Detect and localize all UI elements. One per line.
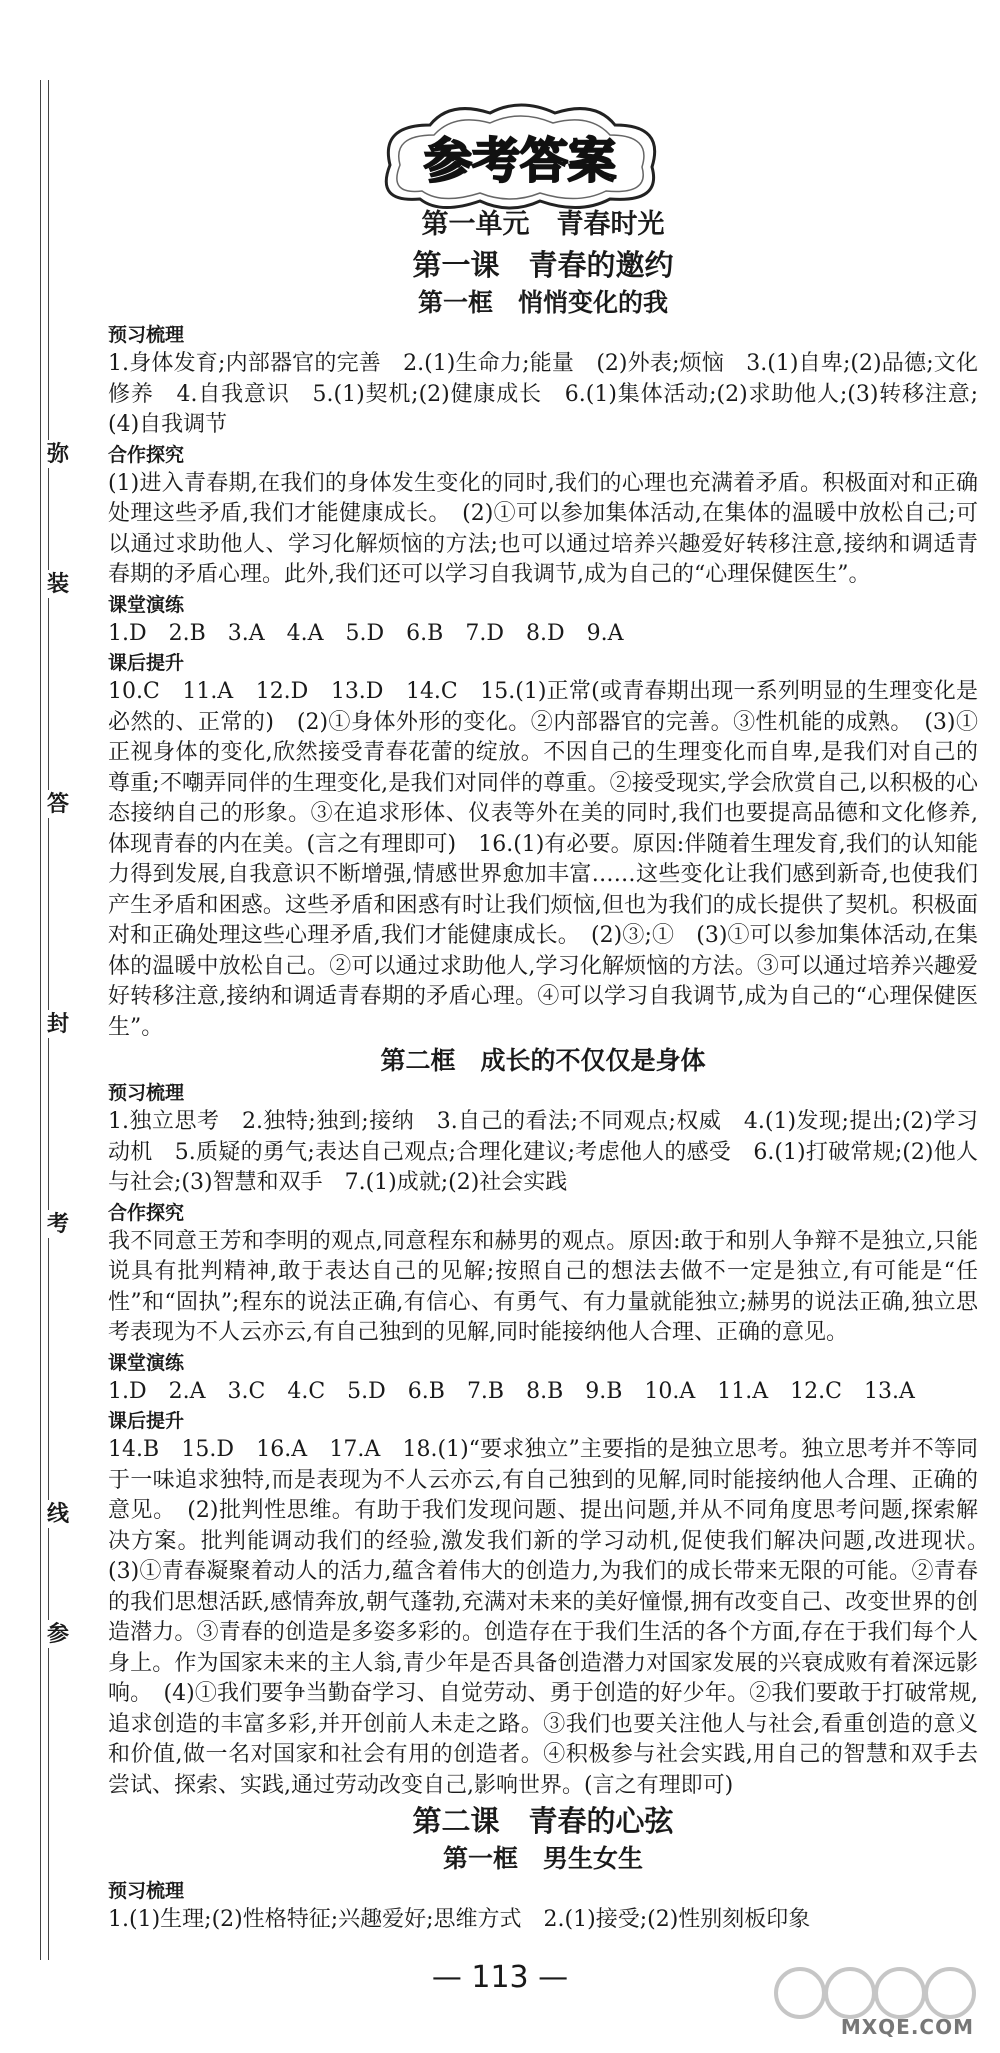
page-title-badge	[370, 95, 670, 215]
section-label: 合作探究	[108, 1201, 185, 1224]
margin-label: 弥	[44, 440, 72, 468]
margin-label: 装	[44, 570, 72, 598]
answer-paragraph: 10.C 11.A 12.D 13.D 14.C 15.(1)正常(或青春期出现一系列明显的生理变化是必然的、正常的) (2)①身体外形的变化。②内部器官的完善。③性机能的成熟。 (3)①正视身体的变化,欣然接受青春花蕾的绽放。不因自己的生理变化而自卑,是我们对自己的尊重;不嘲弄同伴的生理变化,是我们对同伴的尊重。②接受现实,学会欣赏自己,以积极的心态接纳自己的形象。③在追求形体、仪表等外在美的同时,我们也要提高品德和文化修养,体现青春的内在美。(言之有理即可) 16.(1)有必要。原因:伴随着生理发育,我们的认知能力得到发展,自我意识不断增强,情感世界愈加丰富……这些变化让我们感到新奇,也使我们产生矛盾和困惑。这些矛盾和困惑有时让我们烦恼,但也为我们的成长提供了契机。积极面对和正确处理这些心理矛盾,我们才能健康成长。 (2)③;① (3)①可以参加集体活动,在集体的温暖中放松自己。②可以通过求助他人,学习化解烦恼的方法。③可以通过培养兴趣爱好转移注意,接纳和调适青春期的矛盾心理。④可以学习自我调节,成为自己的“心理保健医生”。	[108, 679, 978, 1040]
margin-label: 线	[44, 1500, 72, 1528]
answer-paragraph: 14.B 15.D 16.A 17.A 18.(1)“要求独立”主要指的是独立思考。独立思考并不等同于一味追求独特,而是表现为不人云亦云,有自己独到的见解,同时能接纳他人合理、正确的意见。 (2)批判性思维。有助于我们发现问题、提出问题,并从不同角度思考问题,探索解决方案。批判能调动我们的经验,激发我们新的学习动机,促使我们解决问题,改进现状。 (3)①青春凝聚着动人的活力,蕴含着伟大的创造力,为我们的成长带来无限的可能。②青春的我们思想活跃,感情奔放,朝气蓬勃,充满对未来的美好憧憬,拥有改变自己、改变世界的创造潜力。③青春的创造是多姿多彩的。创造存在于我们生活的各个方面,存在于我们每个人身上。作为国家未来的主人翁,青少年是否具备创造潜力对国家发展的兴衰成败有着深远影响。 (4)①我们要争当勤奋学习、自觉劳动、勇于创造的好少年。②我们要敢于打破常规,追求创造的丰富多彩,并开创前人未走之路。③我们也要关注他人与社会,看重创造的意义和价值,做一名对国家和社会有用的创造者。④积极参与社会实践,用自己的智慧和双手去尝试、探索、实践,通过劳动改变自己,影响世界。(言之有理即可)	[108, 1437, 1000, 1798]
answer-paragraph: 1.独立思考 2.独特;独到;接纳 3.自己的看法;不同观点;权威 4.(1)发现;提出;(2)学习动机 5.质疑的勇气;表达自己观点;合理化建议;考虑他人的感受 6.(1)打破常规;(2)他人与社会;(3)智慧和双手 7.(1)成就;(2)社会实践	[108, 1109, 978, 1195]
watermark-text: MXQE.COM	[840, 2015, 974, 2039]
answer-paragraph: 1.D 2.B 3.A 4.A 5.D 6.B 7.D 8.D 9.A	[108, 620, 624, 646]
section-label: 预习梳理	[108, 1880, 185, 1902]
margin-label: 参	[44, 1620, 72, 1648]
answer-paragraph: 1.身体发育;内部器官的完善 2.(1)生命力;能量 (2)外表;烦恼 3.(1)自卑;(2)品德;文化修养 4.自我意识 5.(1)契机;(2)健康成长 6.(1)集体活动;(2)求助他人;(3)转移注意;(4)自我调节	[108, 351, 978, 437]
answer-content	[108, 205, 1000, 1936]
binding-margin	[38, 80, 78, 1960]
frame-heading: 第二框 成长的不仅仅是身体	[380, 1046, 706, 1075]
section-label: 预习梳理	[108, 1082, 185, 1104]
answer-paragraph: 我不同意王芳和李明的观点,同意程东和赫男的观点。原因:敢于和别人争辩不是独立,只能说具有批判精神,敢于表达自己的见解;按照自己的想法去做不一定是独立,有可能是“任性”和“固执”;程东的说法正确,有信心、有勇气、有力量就能独立;赫男的说法正确,独立思考表现为不人云亦云,有自己独到的见解,同时能接纳他人合理、正确的意见。	[108, 1228, 978, 1345]
answer-paragraph: 1.D 2.A 3.C 4.C 5.D 6.B 7.B 8.B 9.B 10.A 11.A 12.C 13.A	[108, 1378, 915, 1404]
section-label: 课后提升	[108, 1410, 185, 1432]
frame-heading: 第一框 悄悄变化的我	[417, 288, 668, 317]
frame-heading: 第一框 男生女生	[442, 1844, 643, 1873]
unit-heading: 第一单元 青春时光	[421, 209, 665, 240]
lesson-heading: 第二课 青春的心弦	[412, 1804, 674, 1838]
page-title: 参考答案	[423, 133, 617, 189]
margin-label: 封	[44, 1010, 72, 1038]
section-label: 课后提升	[108, 652, 185, 674]
margin-label: 考	[44, 1210, 72, 1238]
margin-line	[40, 80, 41, 1960]
answer-paragraph: 1.(1)生理;(2)性格特征;兴趣爱好;思维方式 2.(1)接受;(2)性别刻板印象	[108, 1907, 811, 1932]
lesson-heading: 第一课 青春的邀约	[412, 248, 674, 282]
title-badge-art	[370, 95, 670, 215]
page-number: — 113 —	[431, 1960, 569, 1995]
section-label: 预习梳理	[108, 324, 185, 346]
margin-label: 答	[44, 790, 72, 818]
section-label: 课堂演练	[108, 593, 185, 616]
section-label: 合作探究	[108, 443, 185, 466]
section-label: 课堂演练	[108, 1351, 185, 1374]
answer-paragraph: (1)进入青春期,在我们的身体发生变化的同时,我们的心理也充满着矛盾。积极面对和正确处理这些矛盾,我们才能健康成长。 (2)①可以参加集体活动,在集体的温暖中放松自己;可以通过求助他人、学习化解烦恼的方法;也可以通过培养兴趣爱好转移注意,接纳和调适青春期的矛盾心理。此外,我们还可以学习自我调节,成为自己的“心理保健医生”。	[108, 470, 978, 587]
